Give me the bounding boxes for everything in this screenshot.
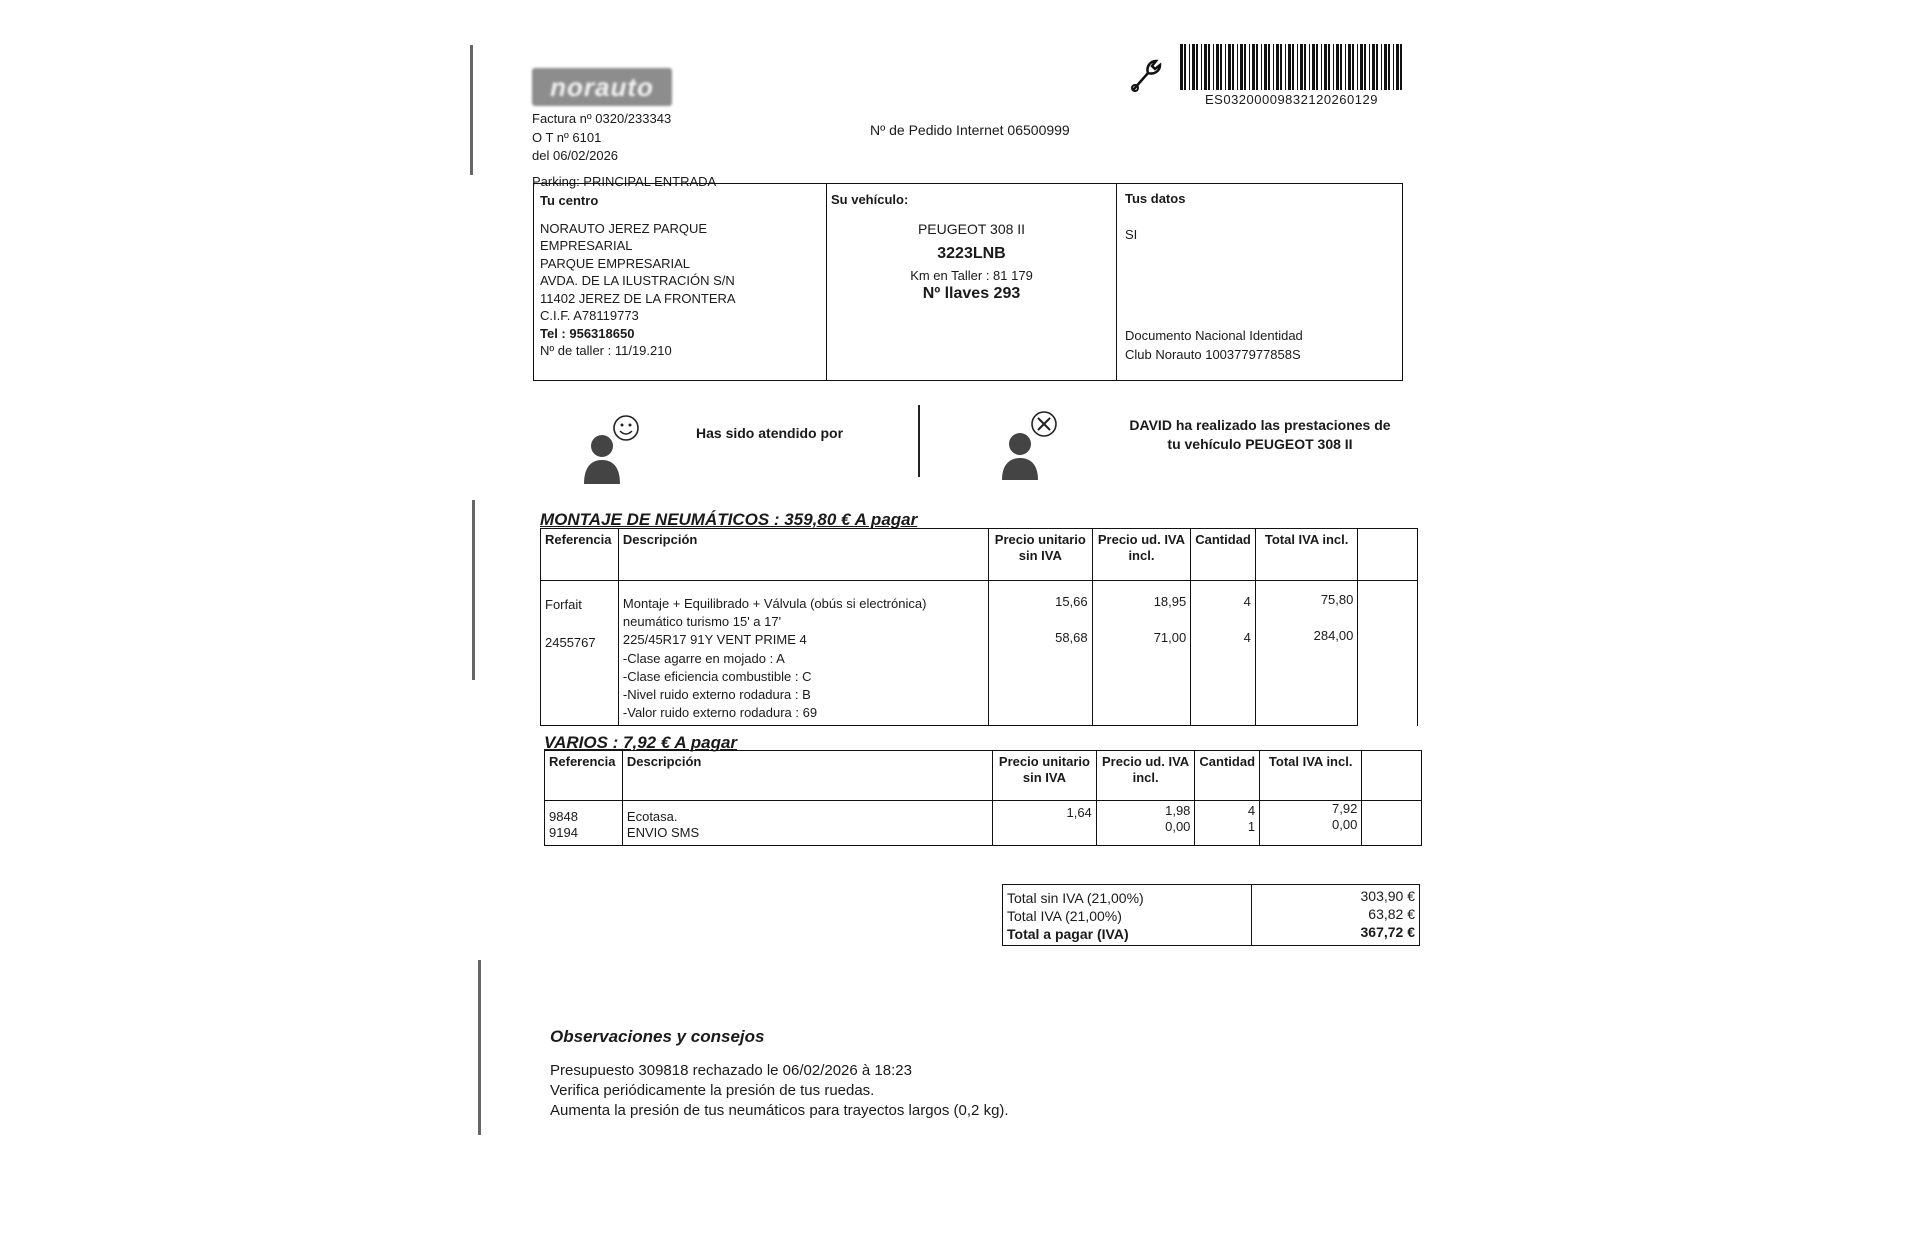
total-sin-iva: 303,90 € xyxy=(1360,888,1415,904)
barcode-bar xyxy=(1213,44,1214,90)
montaje-title: MONTAJE DE NEUMÁTICOS : 359,80 € A pagar xyxy=(540,510,918,529)
ref-cell: 9848 xyxy=(549,809,578,824)
barcode-bar xyxy=(1340,44,1342,90)
ref-cell: Forfait xyxy=(545,597,582,612)
barcode-bar xyxy=(1208,44,1210,90)
varios-table xyxy=(544,750,1422,846)
barcode-bar xyxy=(1297,44,1298,90)
precio-iva: 0,00 xyxy=(1165,819,1191,835)
centro-line: 11402 JEREZ DE LA FRONTERA xyxy=(540,290,736,306)
observaciones-title: Observaciones y consejos xyxy=(550,1027,765,1046)
barcode-bar xyxy=(1360,44,1363,90)
barcode-bar xyxy=(1328,44,1330,90)
prestaciones-line: DAVID ha realizado las prestaciones de xyxy=(1129,417,1391,433)
cantidad: 1 xyxy=(1247,819,1256,835)
barcode-bar xyxy=(1400,44,1402,90)
precio-unitario: 58,68 xyxy=(1055,630,1088,646)
barcode-bar xyxy=(1376,44,1378,90)
barcode-bar xyxy=(1309,44,1310,90)
barcode-bar xyxy=(1285,44,1286,90)
total-sin-iva-label: Total sin IVA (21,00%) xyxy=(1007,890,1144,906)
desc-line: -Clase agarre en mojado : A xyxy=(622,650,785,666)
varios-title: VARIOS : 7,92 € A pagar xyxy=(544,733,738,752)
barcode-bar xyxy=(1240,44,1243,90)
table-row xyxy=(541,581,1418,726)
barcode-bar xyxy=(1268,44,1270,90)
atendido-label: Has sido atendido por xyxy=(696,425,844,441)
total: 7,92 xyxy=(1332,801,1358,816)
barcode-bar xyxy=(1252,44,1255,90)
scan-mark xyxy=(478,960,481,1135)
centro-line: PARQUE EMPRESARIAL xyxy=(540,255,691,271)
desc-line: Montaje + Equilibrado + Válvula (obús si electrónica) xyxy=(622,596,927,611)
datos-club: Club Norauto 100377977858S xyxy=(1125,347,1301,362)
datos-column xyxy=(1117,184,1402,380)
barcode-bar xyxy=(1381,44,1382,90)
prestaciones-line: tu vehículo PEUGEOT 308 II xyxy=(1167,435,1353,452)
wrench-icon xyxy=(1128,55,1164,95)
scan-mark xyxy=(472,500,475,680)
pedido-internet: Nº de Pedido Internet 06500999 xyxy=(870,122,1070,138)
vehiculo-heading: Su vehículo: xyxy=(831,192,909,207)
desc-line: ENVIO SMS xyxy=(626,825,700,841)
ot-number: O T nº 6101 xyxy=(532,130,602,145)
barcode-bar xyxy=(1321,44,1322,90)
centro-line: EMPRESARIAL xyxy=(540,238,633,254)
info-box xyxy=(533,183,1403,381)
barcode-bar xyxy=(1336,44,1339,90)
col-total: Total IVA incl. xyxy=(1260,751,1362,801)
barcode-bar xyxy=(1352,44,1354,90)
col-cantidad: Cantidad xyxy=(1191,529,1256,581)
centro-line: NORAUTO JEREZ PARQUE xyxy=(540,220,708,236)
desc-line: -Nivel ruido externo rodadura : B xyxy=(622,686,811,702)
barcode-bar xyxy=(1232,44,1234,90)
vehicle-km: Km en Taller : 81 179 xyxy=(910,268,1033,283)
col-empty xyxy=(1358,529,1418,581)
desc-line: -Clase eficiencia combustible : C xyxy=(622,668,812,684)
cantidad: 4 xyxy=(1243,594,1251,609)
barcode-bar xyxy=(1348,44,1351,90)
observacion-line: Presupuesto 309818 rechazado le 06/02/2026 à 18:23 xyxy=(550,1062,912,1079)
parking: Parking: PRINCIPAL ENTRADA xyxy=(532,174,717,189)
desc-line: -Valor ruido externo rodadura : 69 xyxy=(622,705,818,721)
barcode-bar xyxy=(1372,44,1375,90)
barcode-number: ES0320000983212026012​9 xyxy=(1205,92,1378,107)
mechanic-icon xyxy=(998,408,1058,480)
ref-cell: 9194 xyxy=(549,825,578,841)
factura-number: Factura nº 0320/233343 xyxy=(532,111,672,126)
precio-iva: 71,00 xyxy=(1153,630,1187,646)
barcode-bar xyxy=(1384,44,1387,90)
total: 75,80 xyxy=(1320,592,1354,607)
col-precio-unitario: Precio unitario sin IVA xyxy=(993,751,1097,801)
col-empty xyxy=(1362,751,1422,801)
datos-si: SI xyxy=(1125,226,1138,242)
barcode-bar xyxy=(1180,44,1183,90)
col-precio-unitario: Precio unitario sin IVA xyxy=(988,529,1092,581)
centro-heading: Tu centro xyxy=(540,193,599,208)
barcode-bar xyxy=(1388,44,1390,90)
table-header-row xyxy=(545,751,1422,801)
barcode-bar xyxy=(1184,44,1186,90)
total-pagar-label: Total a pagar (IVA) xyxy=(1007,926,1129,943)
desc-line: Ecotasa. xyxy=(626,809,678,824)
totals-table xyxy=(1002,884,1420,946)
barcode-bar xyxy=(1316,44,1318,90)
barcode-bar xyxy=(1300,44,1303,90)
barcode-bar xyxy=(1312,44,1315,90)
prestaciones-text xyxy=(1100,416,1420,454)
barcode-bar xyxy=(1189,44,1190,90)
observacion-line: Verifica periódicamente la presión de tus ruedas. xyxy=(550,1081,875,1099)
desc-line: 225/45R17 91Y VENT PRIME 4 xyxy=(622,632,807,648)
barcode-bar xyxy=(1396,44,1399,90)
barcode-bar xyxy=(1261,44,1262,90)
barcode-bar xyxy=(1264,44,1267,90)
precio-unitario: 1,64 xyxy=(1066,805,1092,820)
barcode-bar xyxy=(1244,44,1246,90)
barcode-bar xyxy=(1201,44,1202,90)
centro-column xyxy=(534,184,827,380)
barcode-bar xyxy=(1364,44,1366,90)
observaciones-body xyxy=(550,1061,1009,1120)
barcode-bar xyxy=(1204,44,1207,90)
table-row xyxy=(545,801,1422,846)
barcode-bar xyxy=(1249,44,1250,90)
col-cantidad: Cantidad xyxy=(1195,751,1260,801)
col-precio-iva: Precio ud. IVA incl. xyxy=(1096,751,1195,801)
barcode-bar xyxy=(1393,44,1394,90)
cantidad: 4 xyxy=(1243,630,1251,646)
ref-cell: 2455767 xyxy=(545,635,596,651)
barcode-bar xyxy=(1333,44,1334,90)
barcode-bar xyxy=(1216,44,1219,90)
vehicle-model: PEUGEOT 308 II xyxy=(917,221,1026,237)
precio-iva: 18,95 xyxy=(1153,594,1187,609)
table-header-row xyxy=(541,529,1418,581)
invoice-date: del 06/02/2026 xyxy=(532,148,619,163)
divider xyxy=(918,405,920,477)
barcode-bar xyxy=(1228,44,1231,90)
total-pagar: 367,72 € xyxy=(1360,924,1415,941)
barcode-bar xyxy=(1357,44,1358,90)
barcode xyxy=(1180,44,1406,90)
vehiculo-column xyxy=(827,184,1117,380)
centro-line: C.I.F. A78119773 xyxy=(540,308,639,324)
barcode-bar xyxy=(1288,44,1291,90)
barcode-bar xyxy=(1276,44,1279,90)
total-iva-label: Total IVA (21,00%) xyxy=(1007,908,1122,925)
barcode-bar xyxy=(1324,44,1327,90)
barcode-bar xyxy=(1220,44,1222,90)
col-referencia: Referencia xyxy=(541,529,619,581)
cantidad: 4 xyxy=(1247,803,1256,818)
barcode-bar xyxy=(1225,44,1226,90)
col-descripcion: Descripción xyxy=(622,751,992,801)
col-total: Total IVA incl. xyxy=(1255,529,1358,581)
barcode-bar xyxy=(1280,44,1282,90)
barcode-bar xyxy=(1196,44,1198,90)
norauto-logo: norauto xyxy=(532,68,672,106)
barcode-bar xyxy=(1273,44,1274,90)
col-referencia: Referencia xyxy=(545,751,623,801)
precio-iva: 1,98 xyxy=(1165,803,1191,818)
barcode-bar xyxy=(1292,44,1294,90)
datos-heading: Tus datos xyxy=(1125,191,1186,206)
observacion-line: Aumenta la presión de tus neumáticos para trayectos largos (0,2 kg). xyxy=(550,1101,1009,1119)
barcode-bar xyxy=(1256,44,1258,90)
total: 0,00 xyxy=(1332,817,1358,833)
centro-line: AVDA. DE LA ILUSTRACIÓN S/N xyxy=(540,273,735,289)
barcode-bar xyxy=(1192,44,1195,90)
vehicle-plate: 3223LNB xyxy=(937,245,1006,262)
centro-tel: Tel : 956318650 xyxy=(540,325,635,341)
col-descripcion: Descripción xyxy=(618,529,988,581)
total-iva: 63,82 € xyxy=(1368,906,1415,923)
desc-line: neumático turismo 15' a 17' xyxy=(622,614,782,630)
barcode-bar xyxy=(1304,44,1306,90)
precio-unitario: 15,66 xyxy=(1055,594,1088,609)
vehicle-llaves: Nº llaves 293 xyxy=(922,284,1021,302)
total: 284,00 xyxy=(1313,628,1354,644)
datos-dni: Documento Nacional Identidad xyxy=(1125,328,1303,343)
barcode-bar xyxy=(1369,44,1370,90)
montaje-table xyxy=(540,528,1418,726)
barcode-bar xyxy=(1345,44,1346,90)
centro-taller: Nº de taller : 11/19.210 xyxy=(540,343,672,359)
scan-mark xyxy=(470,45,473,175)
col-precio-iva: Precio ud. IVA incl. xyxy=(1092,529,1191,581)
barcode-bar xyxy=(1237,44,1238,90)
person-smile-icon xyxy=(580,412,640,484)
